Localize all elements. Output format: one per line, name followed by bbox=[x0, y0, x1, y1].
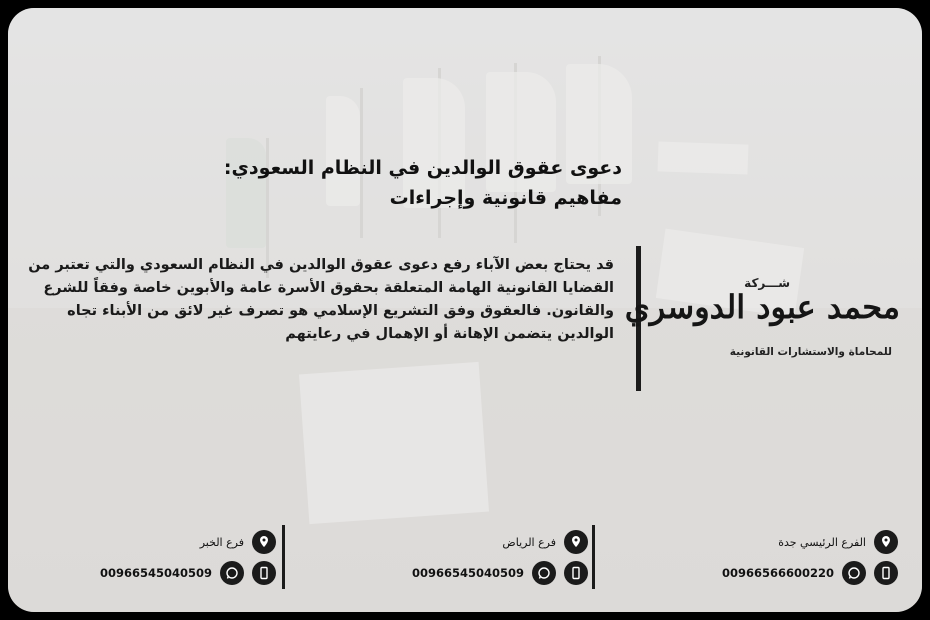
whatsapp-icon[interactable] bbox=[532, 561, 556, 585]
logo-prefix: شـــركة bbox=[744, 276, 790, 290]
branch-phone[interactable]: 00966545040509 bbox=[99, 566, 212, 580]
branch-label: فرع الرياض bbox=[502, 535, 556, 549]
article-title: دعوى عقوق الوالدين في النظام السعودي: مفاهيم قانونية وإجراءات bbox=[223, 157, 622, 209]
mobile-phone-icon bbox=[874, 561, 898, 585]
whatsapp-icon[interactable] bbox=[842, 561, 866, 585]
article-intro: قد يحتاج بعض الآباء رفع دعوى عقوق الوالدين في النظام السعودي والتي تعتبر من القضايا القانونية الهامة المتعلقة بحقوق الأسرة عامة والأبوين خاصة وفقاً للشرع والقانون. فالعقوق وفق التشريع الإسلامي هو تصرف غير لائق من الأبناء تجاه الوالدين يتضمن الإهانة أو الإهمال في رعايتهم bbox=[28, 257, 614, 342]
branch-divider bbox=[592, 525, 595, 589]
location-pin-icon bbox=[874, 530, 898, 554]
branch-phone[interactable]: 00966545040509 bbox=[411, 566, 524, 580]
mobile-phone-icon bbox=[564, 561, 588, 585]
branch-divider bbox=[282, 525, 285, 589]
company-logo bbox=[624, 276, 900, 366]
post-card bbox=[8, 8, 922, 612]
mobile-phone-icon bbox=[252, 561, 276, 585]
location-pin-icon bbox=[252, 530, 276, 554]
branch-riyadh bbox=[408, 528, 588, 594]
branch-label: فرع الخبر bbox=[199, 535, 244, 549]
whatsapp-icon[interactable] bbox=[220, 561, 244, 585]
branch-phone[interactable]: 00966566600220 bbox=[721, 566, 834, 580]
logo-name: محمد عبود الدوسري bbox=[624, 288, 900, 326]
location-pin-icon bbox=[564, 530, 588, 554]
branch-label: الفرع الرئيسي جدة bbox=[778, 535, 866, 549]
branch-jeddah bbox=[718, 528, 898, 594]
branch-khobar bbox=[96, 528, 276, 594]
logo-tagline: للمحاماة والاستشارات القانونية bbox=[729, 346, 892, 358]
